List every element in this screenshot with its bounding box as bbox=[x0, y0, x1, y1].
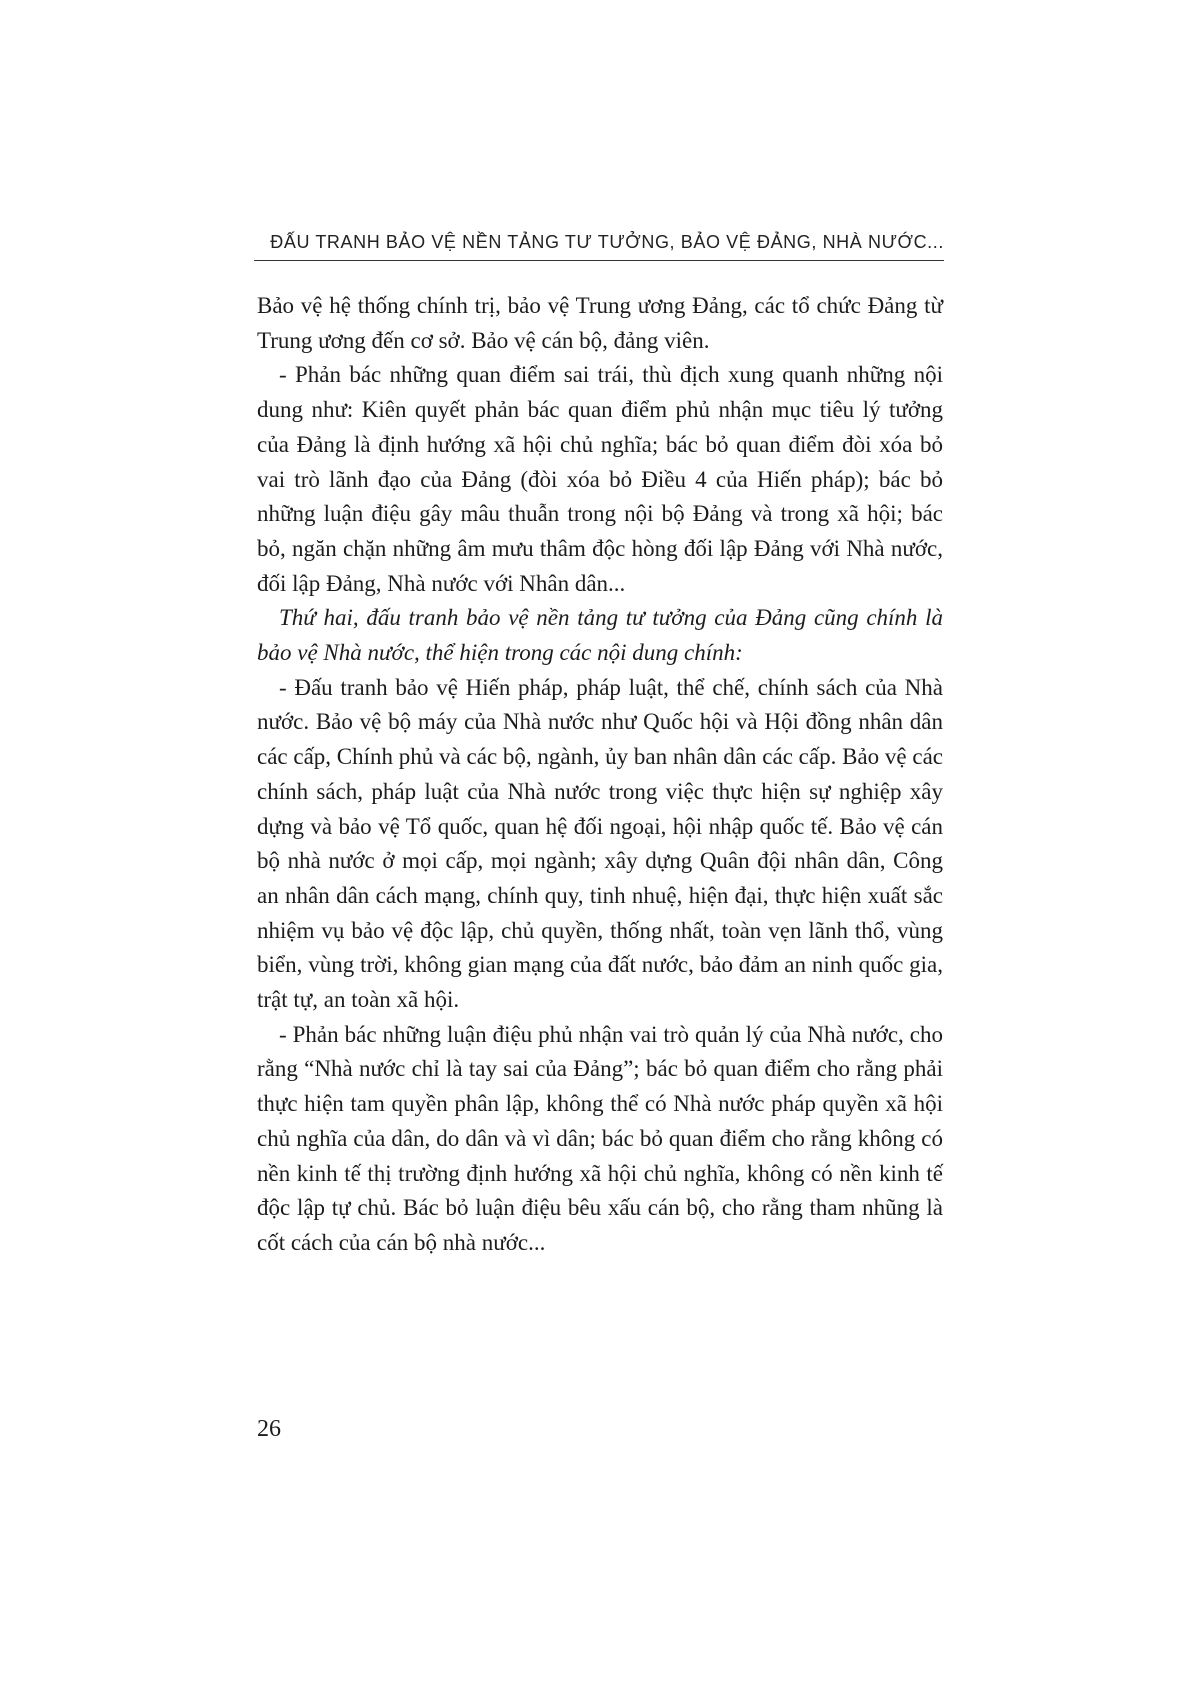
running-header: ĐẤU TRANH BẢO VỆ NỀN TẢNG TƯ TƯỞNG, BẢO VỆ ĐẢNG, NHÀ NƯỚC... bbox=[270, 232, 944, 252]
paragraph-1: Bảo vệ hệ thống chính trị, bảo vệ Trung ương Đảng, các tổ chức Đảng từ Trung ương đến cơ sở. Bảo vệ cán bộ, đảng viên. bbox=[257, 293, 943, 353]
paragraph-3-italic: Thứ hai, đấu tranh bảo vệ nền tảng tư tưởng của Đảng cũng chính là bảo vệ Nhà nước, thể hiện trong các nội dung chính: bbox=[257, 605, 943, 666]
paragraph-5: - Phản bác những luận điệu phủ nhận vai trò quản lý của Nhà nước, cho rằng “Nhà nước chỉ là tay sai của Đảng”; bác bỏ quan điểm cho rằng phải thực hiện tam quyền phân lập, không thể có Nhà nước pháp quyền xã hội chủ nghĩa của dân, do dân và vì dân; bác bỏ quan điểm cho rằng không có nền kinh tế thị trường định hướng xã hội chủ nghĩa, không có nền kinh tế độc lập tự chủ. Bác bỏ luận điệu bêu xấu cán bộ, cho rằng tham nhũng là cốt cách của cán bộ nhà nước... bbox=[257, 1021, 943, 1255]
page-number: 26 bbox=[257, 1416, 281, 1442]
paragraph-4: - Đấu tranh bảo vệ Hiến pháp, pháp luật, thể chế, chính sách của Nhà nước. Bảo vệ bộ máy của Nhà nước như Quốc hội và Hội đồng nhân dân các cấp, Chính phủ và các bộ, ngành, ủy ban nhân dân các cấp. Bảo vệ các chính sách, pháp luật của Nhà nước trong việc thực hiện sự nghiệp xây dựng và bảo vệ Tổ quốc, quan hệ đối ngoại, hội nhập quốc tế. Bảo vệ cán bộ nhà nước ở mọi cấp, mọi ngành; xây dựng Quân đội nhân dân, Công an nhân dân cách mạng, chính quy, tinh nhuệ, hiện đại, thực hiện xuất sắc nhiệm vụ bảo vệ độc lập, chủ quyền, thống nhất, toàn vẹn lãnh thổ, vùng biển, vùng trời, không gian mạng của đất nước, bảo đảm an ninh quốc gia, trật tự, an toàn xã hội. bbox=[257, 674, 943, 1013]
header-divider bbox=[254, 260, 944, 261]
paragraph-2: - Phản bác những quan điểm sai trái, thù địch xung quanh những nội dung như: Kiên quyết phản bác quan điểm phủ nhận mục tiêu lý tưởng của Đảng là định hướng xã hội chủ nghĩa; bác bỏ quan điểm đòi xóa bỏ vai trò lãnh đạo của Đảng (đòi xóa bỏ Điều 4 của Hiến pháp); bác bỏ những luận điệu gây mâu thuẫn trong nội bộ Đảng và trong xã hội; bác bỏ, ngăn chặn những âm mưu thâm độc hòng đối lập Đảng với Nhà nước, đối lập Đảng, Nhà nước với Nhân dân... bbox=[257, 362, 943, 596]
body-text bbox=[257, 289, 943, 1261]
